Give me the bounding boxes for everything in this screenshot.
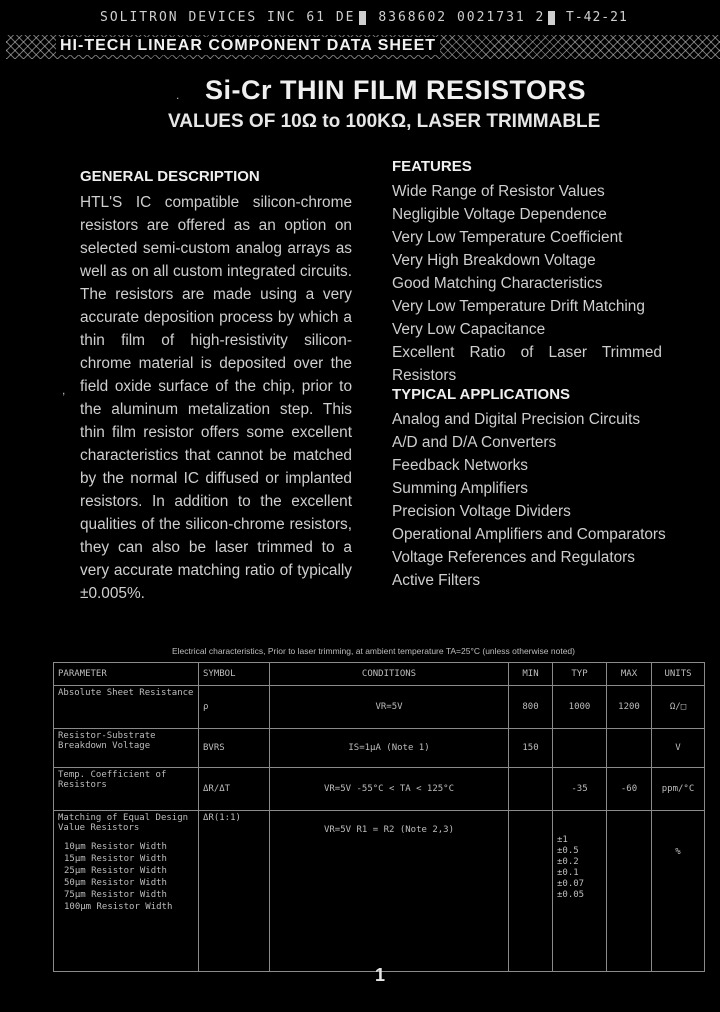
scan-mark-left: , (62, 383, 66, 397)
cell-units: % (652, 811, 705, 972)
column-header: SYMBOL (199, 663, 270, 686)
column-header: TYP (553, 663, 607, 686)
cell-units: V (652, 729, 705, 768)
cell-symbol: ΔR/ΔT (199, 768, 270, 811)
column-header: CONDITIONS (270, 663, 509, 686)
scan-mark: . (176, 88, 180, 102)
cell-max (607, 811, 652, 972)
cell-symbol: ρ (199, 686, 270, 729)
document-header-line (100, 10, 558, 25)
date-code: T-42-21 (566, 10, 628, 25)
cell-min: 800 (509, 686, 553, 729)
cell-symbol: ΔR(1:1) (199, 811, 270, 972)
page-title: Si-Cr THIN FILM RESISTORS (205, 75, 587, 105)
list-item: ±0.05 (557, 890, 585, 900)
list-item: ±0.5 (557, 846, 579, 856)
list-item: 25μm Resistor Width (64, 866, 167, 876)
feature-item: Good Matching Characteristics (392, 275, 603, 292)
features-heading: FEATURES (392, 158, 472, 175)
electrical-characteristics-table (53, 662, 705, 972)
cell-units: ppm/°C (652, 768, 705, 811)
feature-item: Very Low Temperature Coefficient (392, 229, 623, 246)
feature-item: Excellent Ratio of Laser Trimmed Resistors (392, 344, 662, 384)
table-row (54, 686, 705, 729)
feature-item: Wide Range of Resistor Values (392, 183, 605, 200)
header-block-mark-2 (548, 11, 555, 25)
matching-values-list (557, 835, 602, 901)
table-row (54, 768, 705, 811)
feature-item: Very Low Capacitance (392, 321, 546, 338)
application-item: Analog and Digital Precision Circuits (392, 411, 641, 428)
feature-item: Very High Breakdown Voltage (392, 252, 596, 269)
cell-parameter-group (54, 811, 199, 972)
list-item: ±0.1 (557, 868, 579, 878)
list-item: ±1 (557, 835, 568, 845)
list-item: 15μm Resistor Width (64, 854, 167, 864)
cell-max: -60 (607, 768, 652, 811)
application-item: Active Filters (392, 572, 481, 589)
cell-parameter: Temp. Coefficient of Resistors (54, 768, 199, 811)
cell-min (509, 811, 553, 972)
applications-list (392, 408, 682, 592)
header-block-mark (359, 11, 366, 25)
typical-applications-heading: TYPICAL APPLICATIONS (392, 386, 571, 403)
application-item: Precision Voltage Dividers (392, 503, 571, 520)
column-header: MIN (509, 663, 553, 686)
application-item: Operational Amplifiers and Comparators (392, 526, 666, 543)
application-item: A/D and D/A Converters (392, 434, 557, 451)
header-code: 8368602 0021731 2 (378, 10, 546, 25)
list-item: 75μm Resistor Width (64, 890, 167, 900)
cell-conditions: IS=1μA (Note 1) (270, 729, 509, 768)
column-header: MAX (607, 663, 652, 686)
cell-max: 1200 (607, 686, 652, 729)
cell-parameter: Matching of Equal Design Value Resistors (58, 813, 189, 833)
header-company: SOLITRON DEVICES INC 61 (100, 10, 327, 25)
application-item: Feedback Networks (392, 457, 529, 474)
cell-parameter: Resistor-Substrate Breakdown Voltage (54, 729, 199, 768)
resistor-width-list (64, 841, 194, 913)
page-subtitle: VALUES OF 10Ω to 100KΩ, LASER TRIMMABLE (168, 111, 601, 132)
list-item: ±0.07 (557, 879, 585, 889)
feature-item: Very Low Temperature Drift Matching (392, 298, 645, 315)
cell-conditions: VR=5V -55°C < TA < 125°C (270, 768, 509, 811)
table-row (54, 811, 705, 972)
list-item: ±0.2 (557, 857, 579, 867)
cell-typ: 1000 (553, 686, 607, 729)
page-number: 1 (375, 965, 386, 985)
banner-title: HI-TECH LINEAR COMPONENT DATA SHEET (56, 37, 440, 55)
header-de: DE (335, 10, 356, 25)
general-description-body: HTL'S IC compatible silicon-chrome resistors are offered as an option on selected semi-custom analog arrays as well as on all custom integrated circuits. The resistors are made using a very accurate deposition process by which a thin film of high-resistivity silicon-chrome material is deposited over the field oxide surface of the chip, prior to the aluminum metalization step. This thin film resistor offers some excellent characteristics that cannot be matched by the normal IC diffused or implanted resistors. In addition to the excellent qualities of the silicon-chrome resistors, they can also be laser trimmed to a very accurate matching ratio of typically ±0.005%. (80, 194, 352, 602)
cell-min (509, 768, 553, 811)
list-item: 50μm Resistor Width (64, 878, 167, 888)
cell-parameter: Absolute Sheet Resistance (54, 686, 199, 729)
table-header-row (54, 663, 705, 686)
feature-item: Negligible Voltage Dependence (392, 206, 607, 223)
cell-units: Ω/□ (652, 686, 705, 729)
cell-symbol: BVRS (199, 729, 270, 768)
application-item: Summing Amplifiers (392, 480, 528, 497)
data-sheet-banner (6, 35, 720, 59)
features-list (392, 180, 662, 387)
table-caption: Electrical characteristics, Prior to laser trimming, at ambient temperature TA=25°C (unless otherwise noted) (172, 646, 575, 656)
cell-typ (553, 729, 607, 768)
table-row (54, 729, 705, 768)
list-item: 100μm Resistor Width (64, 902, 173, 912)
column-header: UNITS (652, 663, 705, 686)
cell-min: 150 (509, 729, 553, 768)
general-description-heading: GENERAL DESCRIPTION (80, 168, 260, 185)
cell-conditions: VR=5V (270, 686, 509, 729)
cell-typ: -35 (553, 768, 607, 811)
cell-max (607, 729, 652, 768)
application-item: Voltage References and Regulators (392, 549, 635, 566)
list-item: 10μm Resistor Width (64, 842, 167, 852)
cell-conditions: VR=5V R1 = R2 (Note 2,3) (270, 811, 509, 972)
cell-typ-group (553, 811, 607, 972)
column-header: PARAMETER (54, 663, 199, 686)
